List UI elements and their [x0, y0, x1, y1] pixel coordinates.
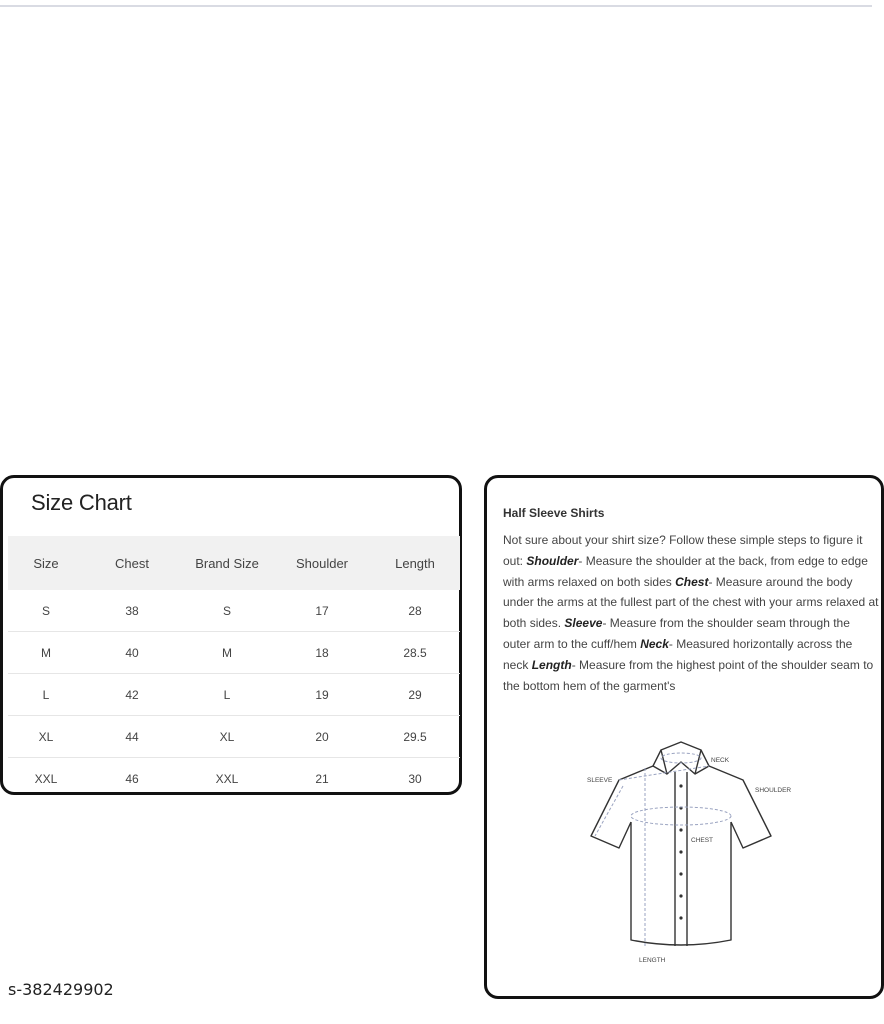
shoulder-label: SHOULDER [755, 787, 792, 794]
chest-text: - Measure around the body under the arms at the fullest part of the chest with your arms relaxed at both sides. [503, 574, 879, 631]
product-sku: s-382429902 [8, 980, 114, 999]
table-row [8, 590, 460, 632]
table-cell: 30 [408, 771, 422, 786]
column-header-length: Length [370, 536, 460, 590]
table-row [8, 632, 460, 674]
neck-text: - Measured horizontally across the neck [503, 636, 853, 672]
table-cell: S [180, 590, 274, 632]
guide-intro: Not sure about your shirt size? Follow these simple steps to figure it out: [503, 533, 863, 568]
table-cell: XL [8, 716, 84, 758]
table-cell: 38 [84, 590, 180, 632]
table-header-row [8, 536, 460, 590]
table-cell: 28 [370, 590, 460, 632]
table-cell: 40 [84, 632, 180, 674]
shoulder-term: Shoulder [526, 553, 579, 568]
table-cell: XL [180, 716, 274, 758]
neck-label: NECK [711, 757, 730, 764]
neck-term: Neck [640, 636, 669, 651]
size-chart-card [0, 475, 462, 795]
table-cell: L [180, 674, 274, 716]
chest-term: Chest [675, 574, 709, 589]
table-cell: 21 [315, 771, 329, 786]
table-cell: M [8, 632, 84, 674]
table-row [8, 758, 460, 800]
table-cell: 19 [274, 674, 370, 716]
table-cell: L [8, 674, 84, 716]
sleeve-label: SLEEVE [587, 777, 613, 784]
length-label: LENGTH [639, 957, 666, 964]
column-header-chest: Chest [84, 536, 180, 590]
table-cell: M [180, 632, 274, 674]
table-cell: 20 [274, 716, 370, 758]
table-cell: S [8, 590, 84, 632]
table-cell: XXL [215, 771, 239, 786]
sleeve-text: - Measure from the shoulder seam through the outer arm to the cuff/hem [503, 616, 850, 651]
chest-label: CHEST [691, 837, 714, 844]
table-cell: 44 [84, 716, 180, 758]
shirt-diagram [583, 736, 792, 966]
table-cell: 29.5 [370, 716, 460, 758]
column-header-brand-size: Brand Size [180, 536, 274, 590]
length-text: - Measure from the highest point of the shoulder seam to the bottom hem of the garment's [503, 657, 874, 693]
table-cell: 17 [274, 590, 370, 632]
table-cell: 46 [125, 771, 139, 786]
measurement-guide-card [484, 475, 884, 999]
table-row [8, 674, 460, 716]
guide-title: Half Sleeve Shirts [503, 506, 605, 520]
top-divider [0, 5, 872, 7]
length-term: Length [531, 657, 572, 672]
column-header-shoulder: Shoulder [274, 536, 370, 590]
table-cell: 28.5 [370, 632, 460, 674]
guide-instructions [503, 530, 879, 696]
table-row [8, 716, 460, 758]
size-chart-table [8, 536, 460, 799]
table-cell: 29 [370, 674, 460, 716]
table-cell: XXL [34, 771, 58, 786]
sleeve-term: Sleeve [564, 616, 603, 631]
size-chart-title: Size Chart [31, 490, 132, 515]
table-cell: 42 [84, 674, 180, 716]
table-cell: 18 [274, 632, 370, 674]
column-header-size: Size [8, 536, 84, 590]
shoulder-text: - Measure the shoulder at the back, from edge to edge with arms relaxed on both sides [503, 553, 868, 589]
